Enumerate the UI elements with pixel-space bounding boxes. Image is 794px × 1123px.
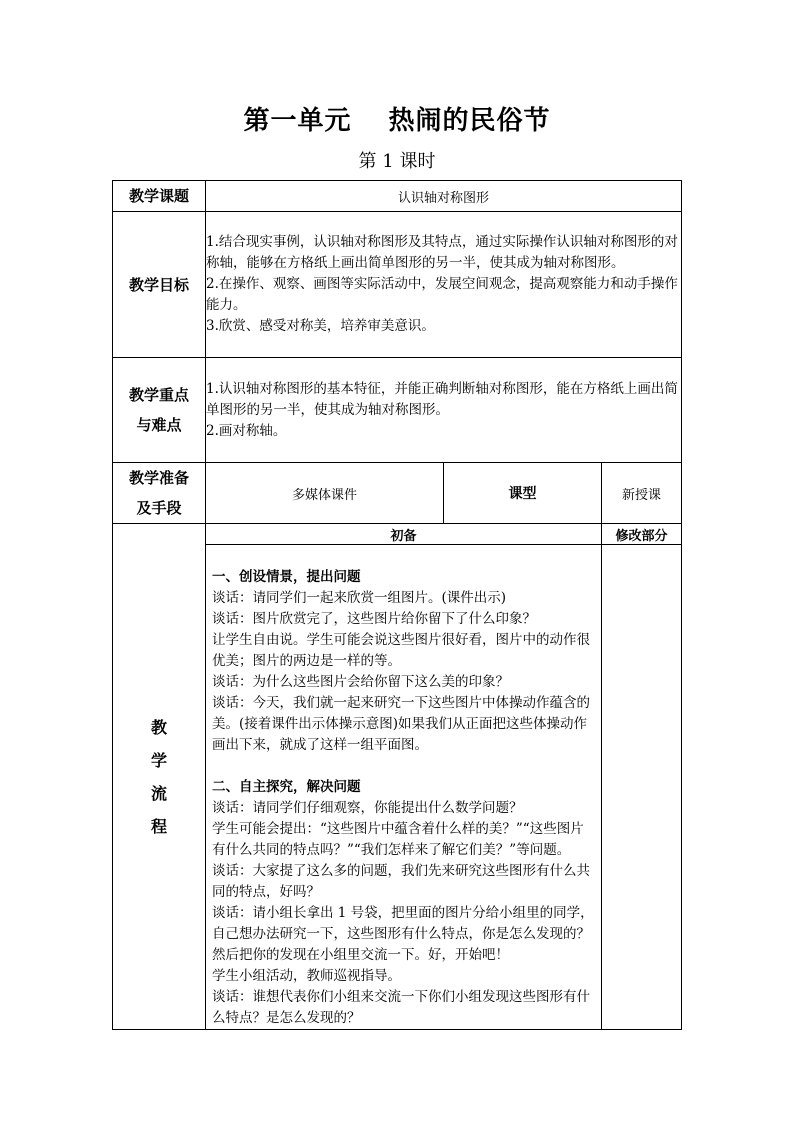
process-line: 谈话：谁想代表你们小组来交流一下你们小组发现这些图形有什么特点？是怎么发现的？ <box>212 989 590 1026</box>
prep-label: 教学准备 及手段 <box>113 463 206 524</box>
row-goals <box>113 212 682 358</box>
process-line: 让学生自由说。学生可能会说这些图片很好看，图片中的动作很优美；图片的两边是一样的等。 <box>212 632 590 669</box>
prep-value: 多媒体课件 <box>206 463 444 524</box>
section-heading: 二、自主探究，解决问题 <box>212 779 361 795</box>
process-label: 教 学 流 程 <box>113 524 206 1030</box>
goal-item: 2.在操作、观察、画图等实际活动中，发展空间观念，提高观察能力和动手操作能力。 <box>206 276 678 313</box>
goal-item: 3.欣赏、感受对称美，培养审美意识。 <box>206 318 435 334</box>
key-points-label: 教学重点 与难点 <box>113 358 206 463</box>
goals-label: 教学目标 <box>113 212 206 358</box>
draft-column-header: 初备 <box>206 524 602 545</box>
process-line: 谈话：为什么这些图片会给你留下这么美的印象？ <box>212 674 509 690</box>
goals-content <box>206 212 682 358</box>
lesson-type-value: 新授课 <box>602 463 682 524</box>
process-line: 学生小组活动，教师巡视指导。 <box>212 968 401 984</box>
lesson-plan-table <box>112 180 682 1030</box>
revise-column-cell <box>602 545 682 1030</box>
key-points-content <box>206 358 682 463</box>
topic-value: 认识轴对称图形 <box>206 181 682 212</box>
row-process-header <box>113 524 682 545</box>
process-line: 谈话：请同学们仔细观察，你能提出什么数学问题？ <box>212 800 523 816</box>
process-content <box>206 545 602 1030</box>
row-key-points <box>113 358 682 463</box>
process-line: 谈话：图片欣赏完了，这些图片给你留下了什么印象？ <box>212 611 536 627</box>
revise-column-header: 修改部分 <box>602 524 682 545</box>
key-point-item: 1.认识轴对称图形的基本特征，并能正确判断轴对称图形，能在方格纸上画出简单图形的另一半，使其成为轴对称图形。 <box>206 380 678 418</box>
page-title: 第一单元 热闹的民俗节 <box>243 106 551 136</box>
goal-item: 1.结合现实事例，认识轴对称图形及其特点，通过实际操作认识轴对称图形的对称轴，能够在方格纸上画出简单图形的另一半，使其成为轴对称图形。 <box>206 234 678 271</box>
process-line: 学生可能会提出：“这些图片中蕴含着什么样的美？”“这些图片有什么共同的特点吗？”“我们怎样来了解它们美？”等问题。 <box>212 821 584 858</box>
process-line: 谈话：大家提了这么多的问题，我们先来研究这些图形有什么共同的特点，好吗？ <box>212 863 590 900</box>
process-line: 谈话：今天，我们就一起来研究一下这些图片中体操动作蕴含的美。(接着课件出示体操示意图)如果我们从正面把这些体操动作画出下来，就成了这样一组平面图。 <box>212 695 590 753</box>
process-line: 谈话：请小组长拿出 1 号袋，把里面的图片分给小组里的同学，自己想办法研究一下，这些图形有什么特点，你是怎么发现的？然后把你的发现在小组里交流一下。好，开始吧！ <box>212 905 594 963</box>
row-preparation <box>113 463 682 524</box>
process-line: 谈话：请同学们一起来欣赏一组图片。(课件出示) <box>212 590 507 606</box>
section-heading: 一、创设情景，提出问题 <box>212 569 361 585</box>
key-point-item: 2.画对称轴。 <box>206 422 287 439</box>
row-topic <box>113 181 682 212</box>
lesson-number: 第 1 课时 <box>358 151 436 172</box>
lesson-type-label: 课型 <box>444 463 602 524</box>
topic-label: 教学课题 <box>113 181 206 212</box>
